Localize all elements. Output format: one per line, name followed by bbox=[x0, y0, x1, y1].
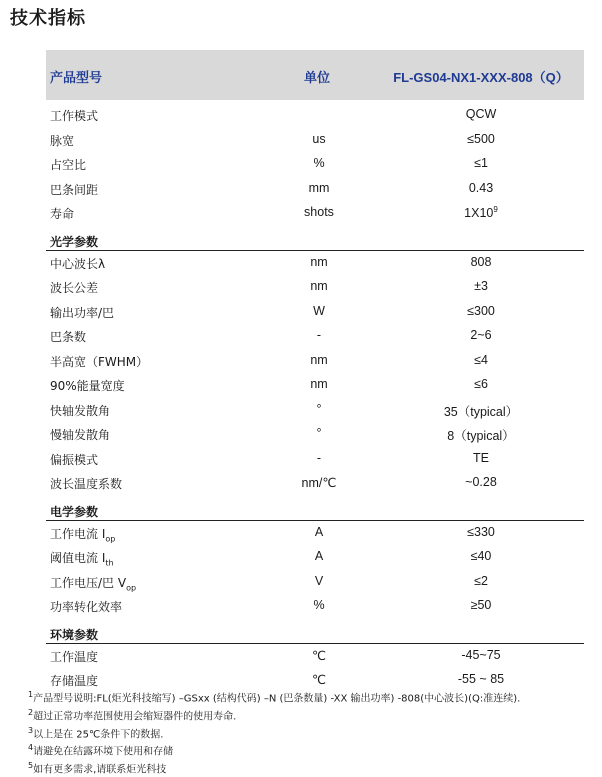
section-header bbox=[46, 621, 584, 644]
param-name: 半高宽（FWHM） bbox=[50, 354, 149, 369]
param-unit: us bbox=[312, 131, 326, 146]
param-unit: ° bbox=[316, 401, 322, 416]
param-name: 寿命 bbox=[50, 207, 75, 221]
param-unit: W bbox=[313, 303, 325, 318]
table-row bbox=[46, 521, 584, 546]
section-title: 环境参数 bbox=[50, 627, 99, 642]
param-unit: nm bbox=[310, 254, 328, 269]
param-name: 输出功率/巴 bbox=[50, 305, 115, 320]
param-name: 工作电压/巴 $V_{op}$ bbox=[50, 575, 137, 592]
table-row bbox=[46, 594, 584, 619]
param-value: ≤1 bbox=[474, 156, 488, 170]
section-header bbox=[46, 228, 584, 251]
table-row bbox=[46, 324, 584, 349]
param-name: 慢轴发散角 bbox=[50, 428, 111, 442]
param-value: -55 ~ 85 bbox=[457, 672, 505, 686]
param-value: ≤330 bbox=[467, 524, 495, 539]
param-value: ≤300 bbox=[467, 303, 495, 318]
param-name: 90%能量宽度 bbox=[50, 379, 125, 393]
param-unit: nm bbox=[310, 377, 328, 391]
param-value: ~0.28 bbox=[465, 475, 497, 489]
param-name: 快轴发散角 bbox=[50, 403, 111, 418]
table-row bbox=[46, 471, 584, 496]
param-subscript: th bbox=[105, 558, 114, 568]
param-name: 巴条间距 bbox=[50, 182, 99, 197]
param-name: 占空比 bbox=[50, 158, 87, 172]
table-row bbox=[46, 177, 584, 202]
section-title: 电学参数 bbox=[50, 504, 99, 519]
param-name: 功率转化效率 bbox=[50, 600, 123, 614]
table-row bbox=[46, 570, 584, 595]
footnote: $^2$超过正常功率范围使用会缩短器件的使用寿命. bbox=[28, 707, 237, 723]
param-name: 工作模式 bbox=[50, 109, 99, 123]
table-row bbox=[46, 103, 584, 128]
table-row bbox=[46, 251, 584, 276]
param-value: $1X10^9$ bbox=[464, 205, 498, 221]
param-name: 巴条数 bbox=[50, 330, 87, 344]
table-row bbox=[46, 349, 584, 374]
param-value: ≤2 bbox=[474, 573, 488, 588]
footnote: $^4$请避免在结露环境下使用和存储 bbox=[28, 743, 174, 758]
table-row bbox=[46, 545, 584, 570]
param-unit: nm/℃ bbox=[301, 476, 337, 490]
param-name: 波长公差 bbox=[50, 281, 99, 295]
header-product-model: 产品型号 bbox=[50, 71, 103, 86]
param-unit: ° bbox=[316, 426, 322, 440]
table-row bbox=[46, 300, 584, 325]
param-unit: % bbox=[313, 156, 325, 170]
param-unit: A bbox=[314, 524, 324, 539]
param-value: QCW bbox=[465, 107, 497, 121]
param-name: 工作温度 bbox=[50, 649, 99, 664]
param-unit: nm bbox=[310, 279, 328, 293]
param-value: ≤500 bbox=[467, 131, 495, 146]
value-superscript: 9 bbox=[493, 205, 498, 214]
param-unit: ℃ bbox=[311, 648, 327, 663]
param-unit: - bbox=[316, 450, 322, 465]
table-header bbox=[46, 50, 584, 100]
header-model-number: FL-GS04-NX1-XXX-808（Q） bbox=[393, 70, 569, 85]
param-value: 0.43 bbox=[468, 180, 494, 195]
table-row bbox=[46, 201, 584, 226]
param-value: 2~6 bbox=[470, 328, 492, 342]
param-subscript: op bbox=[126, 582, 137, 592]
footnote-number: 2 bbox=[28, 707, 34, 717]
footnote: $^1$产品型号说明:FL(炬光科技缩写) –GSxx (结构代码) –N (巴条数量) -XX 输出功率) -808(中心波长)(Q:准连续). bbox=[28, 690, 521, 705]
param-unit: % bbox=[313, 598, 325, 612]
footnote-number: 4 bbox=[28, 743, 34, 753]
param-unit: mm bbox=[308, 180, 330, 195]
param-name: 波长温度系数 bbox=[50, 477, 123, 491]
param-name: 偏振模式 bbox=[50, 452, 99, 467]
param-subscript: op bbox=[105, 533, 116, 543]
param-unit: ℃ bbox=[311, 673, 327, 687]
param-value: ±3 bbox=[474, 279, 488, 293]
footnote-number: 3 bbox=[28, 725, 34, 735]
spec-table bbox=[46, 103, 584, 693]
table-row bbox=[46, 152, 584, 177]
table-row bbox=[46, 275, 584, 300]
param-value: 35（typical） bbox=[443, 404, 519, 419]
header-unit: 单位 bbox=[304, 71, 331, 86]
param-value: TE bbox=[473, 450, 489, 465]
table-row bbox=[46, 422, 584, 447]
table-row bbox=[46, 128, 584, 153]
param-name: 存储温度 bbox=[50, 674, 99, 688]
param-unit: V bbox=[314, 573, 324, 588]
param-value: 8（typical） bbox=[447, 429, 515, 443]
footnote-number: 5 bbox=[28, 761, 34, 771]
section-title: 光学参数 bbox=[50, 234, 99, 249]
param-name: 中心波长λ bbox=[50, 256, 106, 271]
footnote: $^5$如有更多需求,请联系炬光科技 bbox=[28, 761, 167, 776]
section-header bbox=[46, 498, 584, 521]
param-value: 808 bbox=[470, 254, 492, 269]
param-unit: - bbox=[316, 328, 322, 342]
footnote-number: 1 bbox=[28, 690, 34, 699]
param-name: 阈值电流 $I_{th}$ bbox=[50, 551, 114, 568]
table-row bbox=[46, 373, 584, 398]
footnote: $^3$以上是在 25℃条件下的数据. bbox=[28, 725, 164, 740]
param-name: 脉宽 bbox=[50, 133, 75, 148]
param-value: -45~75 bbox=[461, 647, 501, 662]
table-row bbox=[46, 644, 584, 669]
param-value: ≤4 bbox=[474, 352, 488, 367]
param-value: ≥50 bbox=[470, 598, 492, 612]
param-value: ≤40 bbox=[470, 549, 492, 563]
param-value: ≤6 bbox=[474, 377, 488, 391]
param-name: 工作电流 $I_{op}$ bbox=[50, 526, 116, 543]
table-row bbox=[46, 398, 584, 423]
table-row bbox=[46, 447, 584, 472]
page-title: 技术指标 bbox=[10, 8, 86, 29]
param-unit: A bbox=[314, 549, 324, 563]
param-unit: nm bbox=[310, 352, 328, 367]
param-unit: shots bbox=[304, 205, 334, 219]
